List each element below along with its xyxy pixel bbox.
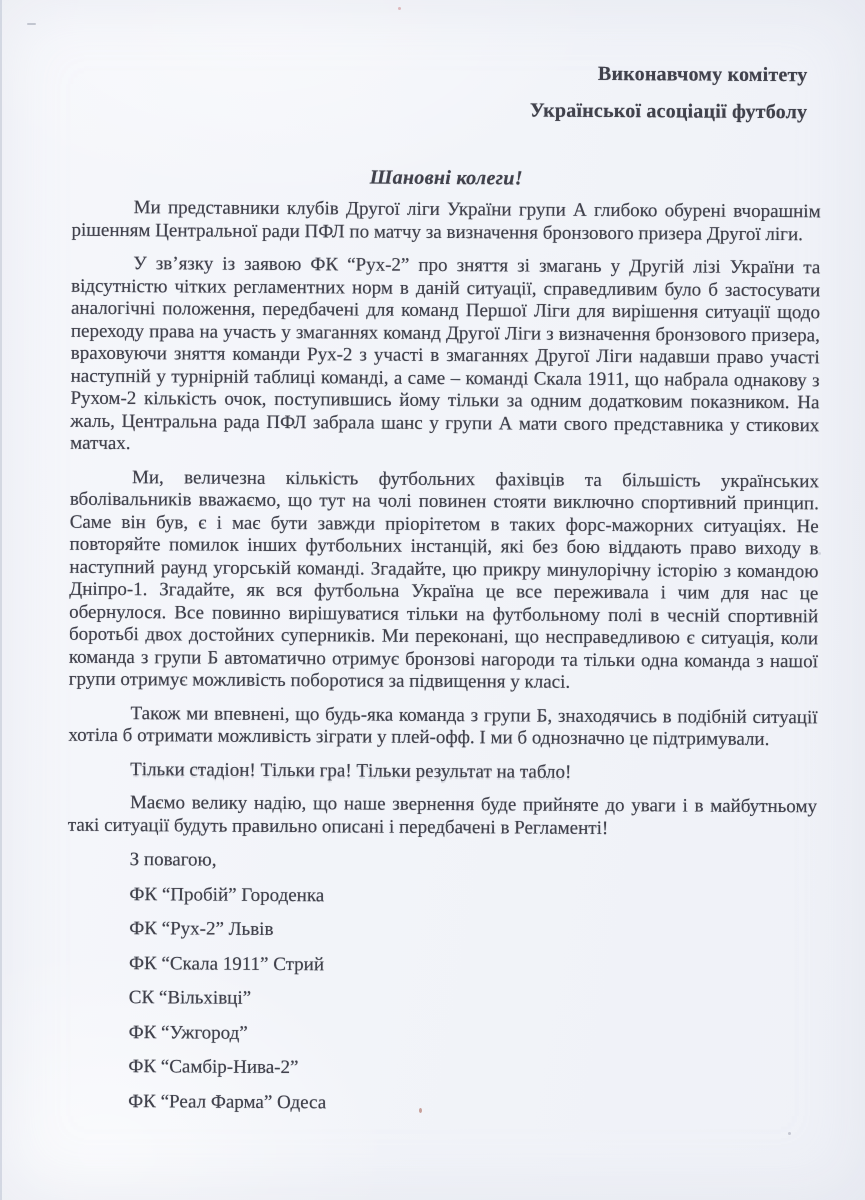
scan-speck	[27, 23, 36, 25]
slogan-line: Тільки стадіон! Тільки гра! Тільки результат на табло!	[130, 758, 572, 783]
signature-uzhhorod: ФК “Ужгород”	[128, 1021, 248, 1044]
signature-probiy-horodenka: ФК “Пробій” Городенка	[129, 883, 325, 906]
paragraph-2: У зв’язку із заявою ФК “Рух-2” про зняття зі змагань у Другій лізі України та відсутністю чітких регламентних норм в даній ситуації, справедливим було б застосувати аналогічні положення, передбачені для команд Першої Ліги для вирішення ситуації щодо переходу права на участь у змаганнях команд Другої Ліги з визначення бронзового призера, враховуючи зняття команди Рух-2 з участі в змаганнях Другої Ліги надавши право участі наступній у турнірній таблиці команді, а саме – команді Скала 1911, що набрала однакову з Рухом-2 кількість очок, поступившись йому тільки за одним додатковим показником. На жаль, Центральна рада ПФЛ забрала шанс у групи А мати свого представника у стикових матчах.	[70, 253, 821, 455]
signature-rukh-2-lviv: ФК “Рух-2” Львів	[129, 918, 274, 940]
scan-speck	[398, 7, 401, 10]
paragraph-6: Маємо велику надію, що наше звернення буде прийняте до уваги і в майбутньому такі ситуації будуть правильно описані і передбачені в Регламенті!	[67, 792, 818, 839]
signature-real-farma-odesa: ФК “Реал Фарма” Одеса	[128, 1090, 327, 1113]
signature-skala-1911-stryi: ФК “Скала 1911” Стрий	[128, 952, 325, 975]
signature-list	[66, 883, 816, 1117]
signature-vilkhivtsi: СК “Вільхівці”	[128, 987, 252, 1009]
paragraph-1: Ми представники клубів Другої ліги України групи А глибоко обурені вчорашнім рішенням Центральної ради ПФЛ по матчу за визначення бронзового призера Другої ліги.	[71, 197, 821, 245]
scan-speck	[788, 1132, 791, 1135]
recipient-line-1: Виконавчому комітету	[597, 62, 808, 87]
paragraph-4: Також ми впевнені, що будь-яка команда з групи Б, знаходячись в подібній ситуації хотіла б отримати можливість зіграти у плей-офф. І ми б однозначно це підтримували.	[68, 702, 818, 750]
signature-sambir-nyva-2: ФК “Самбір-Нива-2”	[128, 1056, 299, 1079]
paragraph-3: Ми, величезна кількість футбольних фахівців та більшість українських вболівальників вважаємо, що тут на чолі повинен стояти виключно спортивний принцип. Саме він був, є і має бути завжди пріорітетом в таких форс-мажорних ситуаціях. Не повторяйте помилок інших футбольних інстанцій, які без бою віддають право виходу в наступний раунд угорській команді. Згадайте, цю прикру минулорічну історію з командою Дніпро-1. Згадайте, як вся футбольна Україна це все переживала і чим для нас це обернулося. Все повинно вирішуватися тільки на футбольному полі в чесній спортивній боротьбі двох достойних суперників. Ми переконані, що несправедливою є ситуація, коли команда з групи Б автоматично отримує бронзові нагороди та тільки одна команда з нашої групи отримує можливість поборотися за підвищення у класі.	[68, 466, 820, 693]
salutation: Шановні колеги!	[369, 166, 523, 190]
recipient-block	[72, 53, 821, 132]
letter-body	[66, 53, 821, 1118]
recipient-line-2: Української асоціації футболу	[529, 99, 808, 124]
closing-line: З повагою,	[129, 849, 217, 871]
